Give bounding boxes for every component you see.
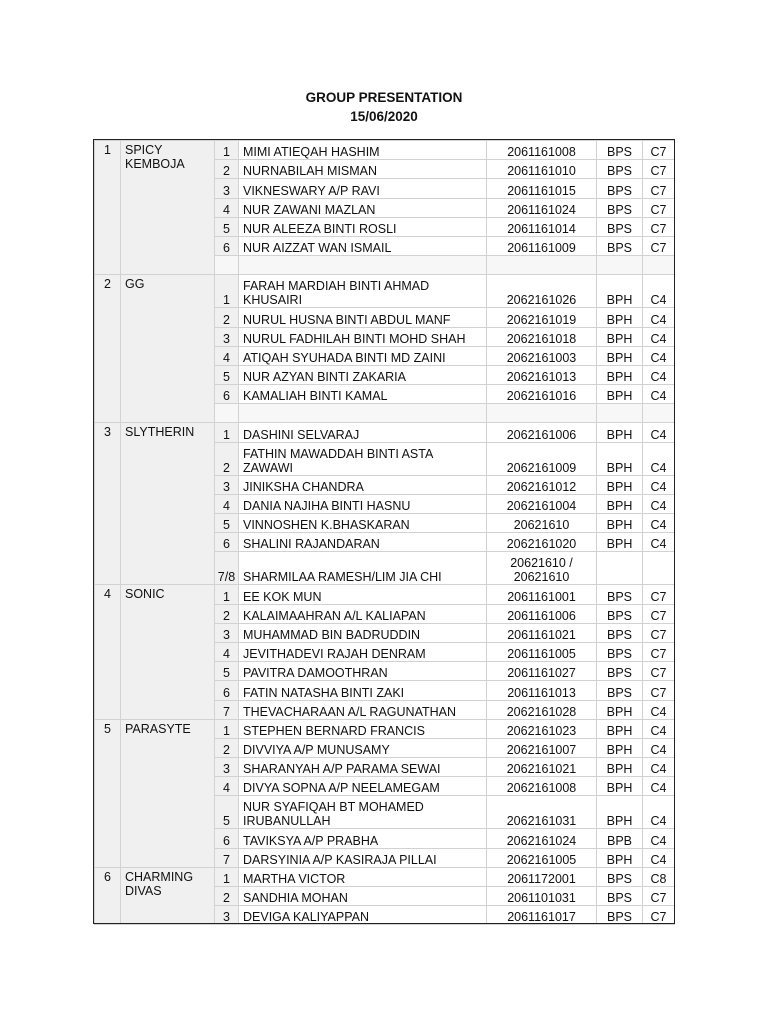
member-name: DIVYA SOPNA A/P NEELAMEGAM bbox=[239, 777, 487, 796]
member-id: 2061161015 bbox=[487, 179, 597, 198]
member-number: 5 bbox=[215, 662, 239, 681]
group-number: 4 bbox=[95, 585, 121, 719]
member-id: 2062161018 bbox=[487, 327, 597, 346]
member-name: DARSYINIA A/P KASIRAJA PILLAI bbox=[239, 848, 487, 867]
member-id: 2061101031 bbox=[487, 887, 597, 906]
member-id: 2062161020 bbox=[487, 533, 597, 552]
group-name: SPICY KEMBOJA bbox=[121, 141, 215, 275]
member-id: 2061161006 bbox=[487, 604, 597, 623]
member-name: EE KOK MUN bbox=[239, 585, 487, 604]
member-program: BPH bbox=[597, 442, 643, 475]
member-class: C4 bbox=[643, 494, 675, 513]
member-number: 3 bbox=[215, 475, 239, 494]
member-class: C7 bbox=[643, 141, 675, 160]
member-number: 7 bbox=[215, 700, 239, 719]
member-program: BPS bbox=[597, 623, 643, 642]
group-name: GG bbox=[121, 275, 215, 423]
member-number: 2 bbox=[215, 308, 239, 327]
member-name: DANIA NAJIHA BINTI HASNU bbox=[239, 494, 487, 513]
member-program: BPH bbox=[597, 533, 643, 552]
member-name: ATIQAH SYUHADA BINTI MD ZAINI bbox=[239, 346, 487, 365]
member-id: 20621610 / 20621610 bbox=[487, 552, 597, 585]
member-name: TAVIKSYA A/P PRABHA bbox=[239, 829, 487, 848]
member-class: C7 bbox=[643, 585, 675, 604]
member-name: FARAH MARDIAH BINTI AHMAD KHUSAIRI bbox=[239, 275, 487, 308]
member-class: C4 bbox=[643, 719, 675, 738]
member-number: 2 bbox=[215, 604, 239, 623]
member-class: C4 bbox=[643, 777, 675, 796]
member-number: 5 bbox=[215, 796, 239, 829]
group-name: CHARMING DIVAS bbox=[121, 867, 215, 925]
member-id: 2061172001 bbox=[487, 867, 597, 886]
member-number: 3 bbox=[215, 906, 239, 925]
member-class: C4 bbox=[643, 365, 675, 384]
member-id: 2061161008 bbox=[487, 141, 597, 160]
member-class bbox=[643, 552, 675, 585]
member-name: JEVITHADEVI RAJAH DENRAM bbox=[239, 642, 487, 661]
member-class: C8 bbox=[643, 867, 675, 886]
member-name: NUR AIZZAT WAN ISMAIL bbox=[239, 236, 487, 255]
member-class: C7 bbox=[643, 623, 675, 642]
member-number: 6 bbox=[215, 236, 239, 255]
member-class: C4 bbox=[643, 308, 675, 327]
member-program: BPS bbox=[597, 217, 643, 236]
member-class: C4 bbox=[643, 758, 675, 777]
member-class: C4 bbox=[643, 275, 675, 308]
member-number: 6 bbox=[215, 385, 239, 404]
member-number: 3 bbox=[215, 179, 239, 198]
member-program: BPH bbox=[597, 738, 643, 757]
member-class: C7 bbox=[643, 681, 675, 700]
member-name: SHARMILAA RAMESH/LIM JIA CHI bbox=[239, 552, 487, 585]
member-program bbox=[597, 552, 643, 585]
member-number: 4 bbox=[215, 198, 239, 217]
member-id: 2061161014 bbox=[487, 217, 597, 236]
table-row bbox=[95, 423, 675, 442]
member-number: 1 bbox=[215, 141, 239, 160]
member-program: BPH bbox=[597, 275, 643, 308]
member-number: 5 bbox=[215, 365, 239, 384]
member-id: 20621610 bbox=[487, 514, 597, 533]
table-row bbox=[95, 141, 675, 160]
member-number: 6 bbox=[215, 681, 239, 700]
member-name: FATHIN MAWADDAH BINTI ASTA ZAWAWI bbox=[239, 442, 487, 475]
member-class: C4 bbox=[643, 738, 675, 757]
member-program: BPH bbox=[597, 848, 643, 867]
member-class: C4 bbox=[643, 385, 675, 404]
group-name: SONIC bbox=[121, 585, 215, 719]
member-name: STEPHEN BERNARD FRANCIS bbox=[239, 719, 487, 738]
member-name: FATIN NATASHA BINTI ZAKI bbox=[239, 681, 487, 700]
member-name: DIVVIYA A/P MUNUSAMY bbox=[239, 738, 487, 757]
member-number: 2 bbox=[215, 160, 239, 179]
member-number: 1 bbox=[215, 585, 239, 604]
member-name: SHARANYAH A/P PARAMA SEWAI bbox=[239, 758, 487, 777]
member-number: 2 bbox=[215, 738, 239, 757]
member-id: 2062161021 bbox=[487, 758, 597, 777]
member-name: KALAIMAAHRAN A/L KALIAPAN bbox=[239, 604, 487, 623]
member-id: 2062161006 bbox=[487, 423, 597, 442]
member-name: DASHINI SELVARAJ bbox=[239, 423, 487, 442]
member-number: 1 bbox=[215, 867, 239, 886]
member-id: 2062161023 bbox=[487, 719, 597, 738]
member-id: 2062161024 bbox=[487, 829, 597, 848]
member-number: 5 bbox=[215, 514, 239, 533]
member-program: BPH bbox=[597, 346, 643, 365]
member-name: NUR SYAFIQAH BT MOHAMED IRUBANULLAH bbox=[239, 796, 487, 829]
member-program: BPH bbox=[597, 777, 643, 796]
member-name: MUHAMMAD BIN BADRUDDIN bbox=[239, 623, 487, 642]
member-class: C4 bbox=[643, 796, 675, 829]
member-class: C4 bbox=[643, 423, 675, 442]
member-program: BPS bbox=[597, 585, 643, 604]
member-id: 2061161027 bbox=[487, 662, 597, 681]
member-class: C4 bbox=[643, 533, 675, 552]
group-number: 1 bbox=[95, 141, 121, 275]
member-program: BPH bbox=[597, 758, 643, 777]
member-id: 2062161031 bbox=[487, 796, 597, 829]
member-class: C4 bbox=[643, 848, 675, 867]
member-program: BPS bbox=[597, 642, 643, 661]
member-number: 4 bbox=[215, 642, 239, 661]
member-program: BPS bbox=[597, 198, 643, 217]
member-id: 2061161009 bbox=[487, 236, 597, 255]
member-class: C4 bbox=[643, 700, 675, 719]
member-number: 4 bbox=[215, 777, 239, 796]
member-class: C4 bbox=[643, 442, 675, 475]
member-class: C4 bbox=[643, 327, 675, 346]
group-number: 2 bbox=[95, 275, 121, 423]
member-class: C7 bbox=[643, 236, 675, 255]
member-number: 3 bbox=[215, 327, 239, 346]
member-id: 2062161019 bbox=[487, 308, 597, 327]
table-row bbox=[95, 275, 675, 308]
member-name: NURNABILAH MISMAN bbox=[239, 160, 487, 179]
member-program: BPH bbox=[597, 475, 643, 494]
member-name: JINIKSHA CHANDRA bbox=[239, 475, 487, 494]
member-number: 1 bbox=[215, 423, 239, 442]
member-class: C7 bbox=[643, 642, 675, 661]
member-name: SHALINI RAJANDARAN bbox=[239, 533, 487, 552]
member-program: BPS bbox=[597, 604, 643, 623]
group-number: 5 bbox=[95, 719, 121, 867]
member-name: KAMALIAH BINTI KAMAL bbox=[239, 385, 487, 404]
member-program: BPH bbox=[597, 308, 643, 327]
member-id: 2062161003 bbox=[487, 346, 597, 365]
member-program: BPS bbox=[597, 887, 643, 906]
member-number: 1 bbox=[215, 719, 239, 738]
document-header bbox=[0, 88, 768, 126]
member-number: 3 bbox=[215, 758, 239, 777]
member-class: C7 bbox=[643, 160, 675, 179]
member-id: 2061161005 bbox=[487, 642, 597, 661]
group-number: 6 bbox=[95, 867, 121, 925]
member-program: BPS bbox=[597, 906, 643, 925]
member-id: 2061161021 bbox=[487, 623, 597, 642]
table-row bbox=[95, 585, 675, 604]
member-program: BPS bbox=[597, 681, 643, 700]
group-name: SLYTHERIN bbox=[121, 423, 215, 585]
table-row bbox=[95, 867, 675, 886]
member-class: C7 bbox=[643, 906, 675, 925]
member-id: 2061161017 bbox=[487, 906, 597, 925]
member-name: NUR AZYAN BINTI ZAKARIA bbox=[239, 365, 487, 384]
member-name: MARTHA VICTOR bbox=[239, 867, 487, 886]
member-program: BPH bbox=[597, 494, 643, 513]
member-program: BPS bbox=[597, 160, 643, 179]
member-id: 2062161008 bbox=[487, 777, 597, 796]
member-name: DEVIGA KALIYAPPAN bbox=[239, 906, 487, 925]
member-class: C7 bbox=[643, 217, 675, 236]
member-number: 7/8 bbox=[215, 552, 239, 585]
member-name: MIMI ATIEQAH HASHIM bbox=[239, 141, 487, 160]
member-class: C7 bbox=[643, 887, 675, 906]
member-program: BPH bbox=[597, 719, 643, 738]
member-id: 2061161013 bbox=[487, 681, 597, 700]
member-number: 4 bbox=[215, 494, 239, 513]
member-class: C4 bbox=[643, 475, 675, 494]
group-number: 3 bbox=[95, 423, 121, 585]
document-date: 15/06/2020 bbox=[350, 109, 418, 124]
member-id: 2062161016 bbox=[487, 385, 597, 404]
member-program: BPH bbox=[597, 327, 643, 346]
member-program: BPH bbox=[597, 796, 643, 829]
member-id: 2062161012 bbox=[487, 475, 597, 494]
member-id: 2062161026 bbox=[487, 275, 597, 308]
member-number: 4 bbox=[215, 346, 239, 365]
member-name: NUR ZAWANI MAZLAN bbox=[239, 198, 487, 217]
member-id: 2061161010 bbox=[487, 160, 597, 179]
member-name: NUR ALEEZA BINTI ROSLI bbox=[239, 217, 487, 236]
member-program: BPH bbox=[597, 700, 643, 719]
member-id: 2061161024 bbox=[487, 198, 597, 217]
member-number: 5 bbox=[215, 217, 239, 236]
member-name: SANDHIA MOHAN bbox=[239, 887, 487, 906]
member-id: 2062161007 bbox=[487, 738, 597, 757]
member-number: 7 bbox=[215, 848, 239, 867]
member-id: 2062161013 bbox=[487, 365, 597, 384]
member-program: BPS bbox=[597, 662, 643, 681]
member-id: 2062161004 bbox=[487, 494, 597, 513]
member-class: C7 bbox=[643, 198, 675, 217]
group-name: PARASYTE bbox=[121, 719, 215, 867]
document-title: GROUP PRESENTATION bbox=[305, 90, 463, 105]
member-number: 1 bbox=[215, 275, 239, 308]
member-class: C4 bbox=[643, 346, 675, 365]
member-program: BPH bbox=[597, 385, 643, 404]
member-program: BPH bbox=[597, 423, 643, 442]
member-name: THEVACHARAAN A/L RAGUNATHAN bbox=[239, 700, 487, 719]
member-number: 6 bbox=[215, 533, 239, 552]
member-number: 2 bbox=[215, 887, 239, 906]
member-id: 2061161001 bbox=[487, 585, 597, 604]
member-program: BPS bbox=[597, 141, 643, 160]
member-program: BPS bbox=[597, 867, 643, 886]
table-row bbox=[95, 719, 675, 738]
member-program: BPH bbox=[597, 365, 643, 384]
member-id: 2062161009 bbox=[487, 442, 597, 475]
group-table bbox=[94, 140, 675, 925]
member-name: VINNOSHEN K.BHASKARAN bbox=[239, 514, 487, 533]
member-program: BPS bbox=[597, 236, 643, 255]
member-name: VIKNESWARY A/P RAVI bbox=[239, 179, 487, 198]
member-program: BPH bbox=[597, 514, 643, 533]
member-program: BPS bbox=[597, 179, 643, 198]
member-name: NURUL FADHILAH BINTI MOHD SHAH bbox=[239, 327, 487, 346]
member-id: 2062161005 bbox=[487, 848, 597, 867]
member-id: 2062161028 bbox=[487, 700, 597, 719]
member-class: C7 bbox=[643, 604, 675, 623]
member-number: 2 bbox=[215, 442, 239, 475]
member-number: 3 bbox=[215, 623, 239, 642]
member-class: C4 bbox=[643, 514, 675, 533]
member-class: C7 bbox=[643, 179, 675, 198]
member-name: NURUL HUSNA BINTI ABDUL MANF bbox=[239, 308, 487, 327]
member-program: BPB bbox=[597, 829, 643, 848]
member-class: C4 bbox=[643, 829, 675, 848]
member-number: 6 bbox=[215, 829, 239, 848]
member-name: PAVITRA DAMOOTHRAN bbox=[239, 662, 487, 681]
member-class: C7 bbox=[643, 662, 675, 681]
